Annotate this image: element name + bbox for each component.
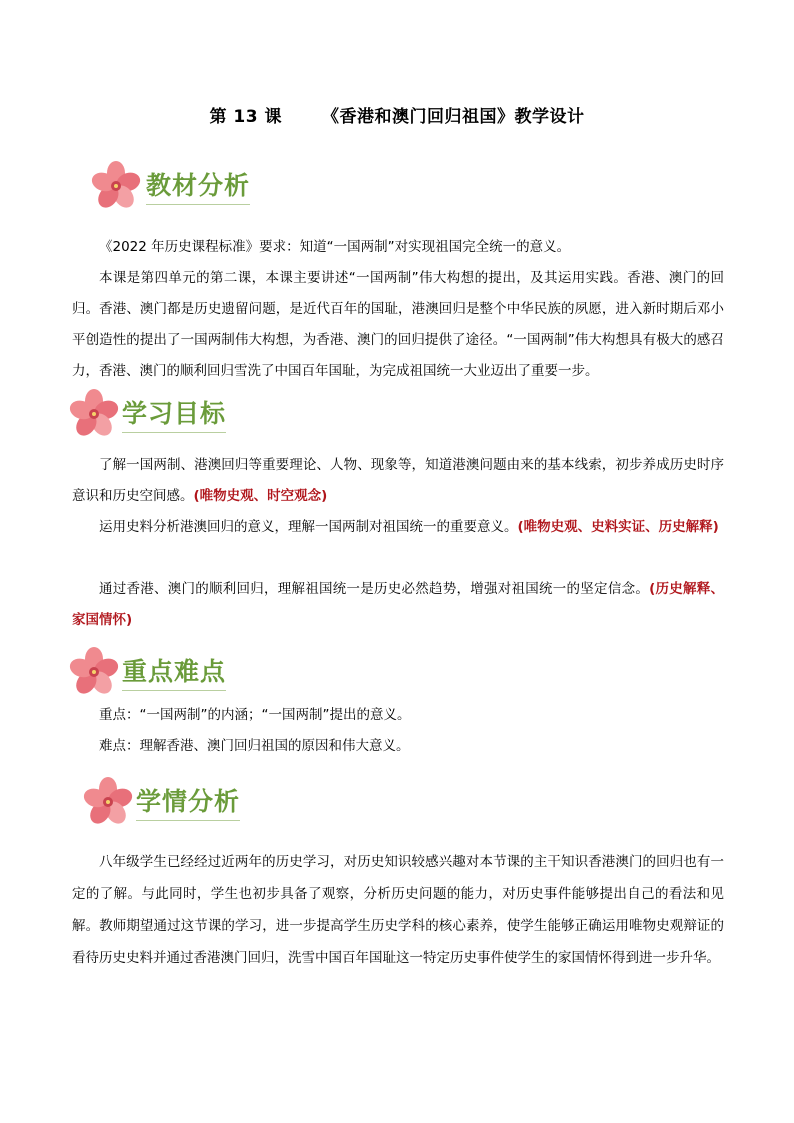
section-heading-key-points [64,644,284,700]
key-point-difficulty: 难点：理解香港、澳门回归祖国的原因和伟大意义。 [99,738,410,754]
goal-literacy-tag: (唯物史观、时空观念) [193,488,328,504]
section-heading-students [78,774,298,830]
plum-blossom-icon [64,386,124,442]
goal-item-3 [72,574,724,636]
goal-item-1 [72,450,724,512]
heading-label: 教材分析 [146,166,250,205]
document-title [0,102,794,127]
analysis-paragraph-2: 本课是第四单元的第二课，本课主要讲述“一国两制”伟大构想的提出，及其运用实践。香港、澳门的回归。香港、澳门都是历史遗留问题，是近代百年的国耻，港澳回归是整个中华民族的夙愿，进入新时期后邓小平创造性的提出了一国两制伟大构想，为香港、澳门的回归提供了途径。“一国两制”伟大构想具有极大的感召力，香港、澳门的顺利回归雪洗了中国百年国耻，为完成祖国统一大业迈出了重要一步。 [72,270,724,379]
students-paragraph: 八年级学生已经经过近两年的历史学习，对历史知识较感兴趣对本节课的主干知识香港澳门的回归也有一定的了解。与此同时，学生也初步具备了观察，分析历史问题的能力，对历史事件能够提出自己的看法和见解。教师期望通过这节课的学习，进一步提高学生历史学科的核心素养，使学生能够正确运用唯物史观辩证的看待历史史料并通过香港澳门回归，洗雪中国百年国耻这一特定历史事件使学生的家国情怀得到进一步升华。 [72,854,724,966]
goal-literacy-tag: (唯物史观、史料实证、历史解释) [517,519,719,535]
lesson-number: 第 13 课 [209,107,282,127]
heading-label: 学习目标 [122,394,226,433]
goal-item-2 [72,512,724,543]
heading-label: 重点难点 [122,652,226,691]
section-heading-goals [64,386,284,442]
goal-text: 运用史料分析港澳回归的意义，理解一国两制对祖国统一的重要意义。 [99,519,518,535]
plum-blossom-icon [64,644,124,700]
plum-blossom-icon [86,158,146,214]
lesson-name: 《香港和澳门回归祖国》教学设计 [322,107,585,127]
goal-text: 通过香港、澳门的顺利回归，理解祖国统一是历史必然趋势，增强对祖国统一的坚定信念。 [99,581,650,597]
heading-label: 学情分析 [136,782,240,821]
goal-text: 了解一国两制、港澳回归等重要理论、人物、现象等，知道港澳问题由来的基本线索，初步养成历史时序意识和历史空间感。 [72,457,724,504]
analysis-paragraph-1: 《2022 年历史课程标准》要求：知道“一国两制”对实现祖国完全统一的意义。 [99,239,571,255]
key-point-focus: 重点：“一国两制”的内涵；“一国两制”提出的意义。 [99,707,411,723]
plum-blossom-icon [78,774,138,830]
goal-literacy-tag: (历史解释、家国情怀) [72,581,725,628]
section-heading-analysis [86,158,306,214]
